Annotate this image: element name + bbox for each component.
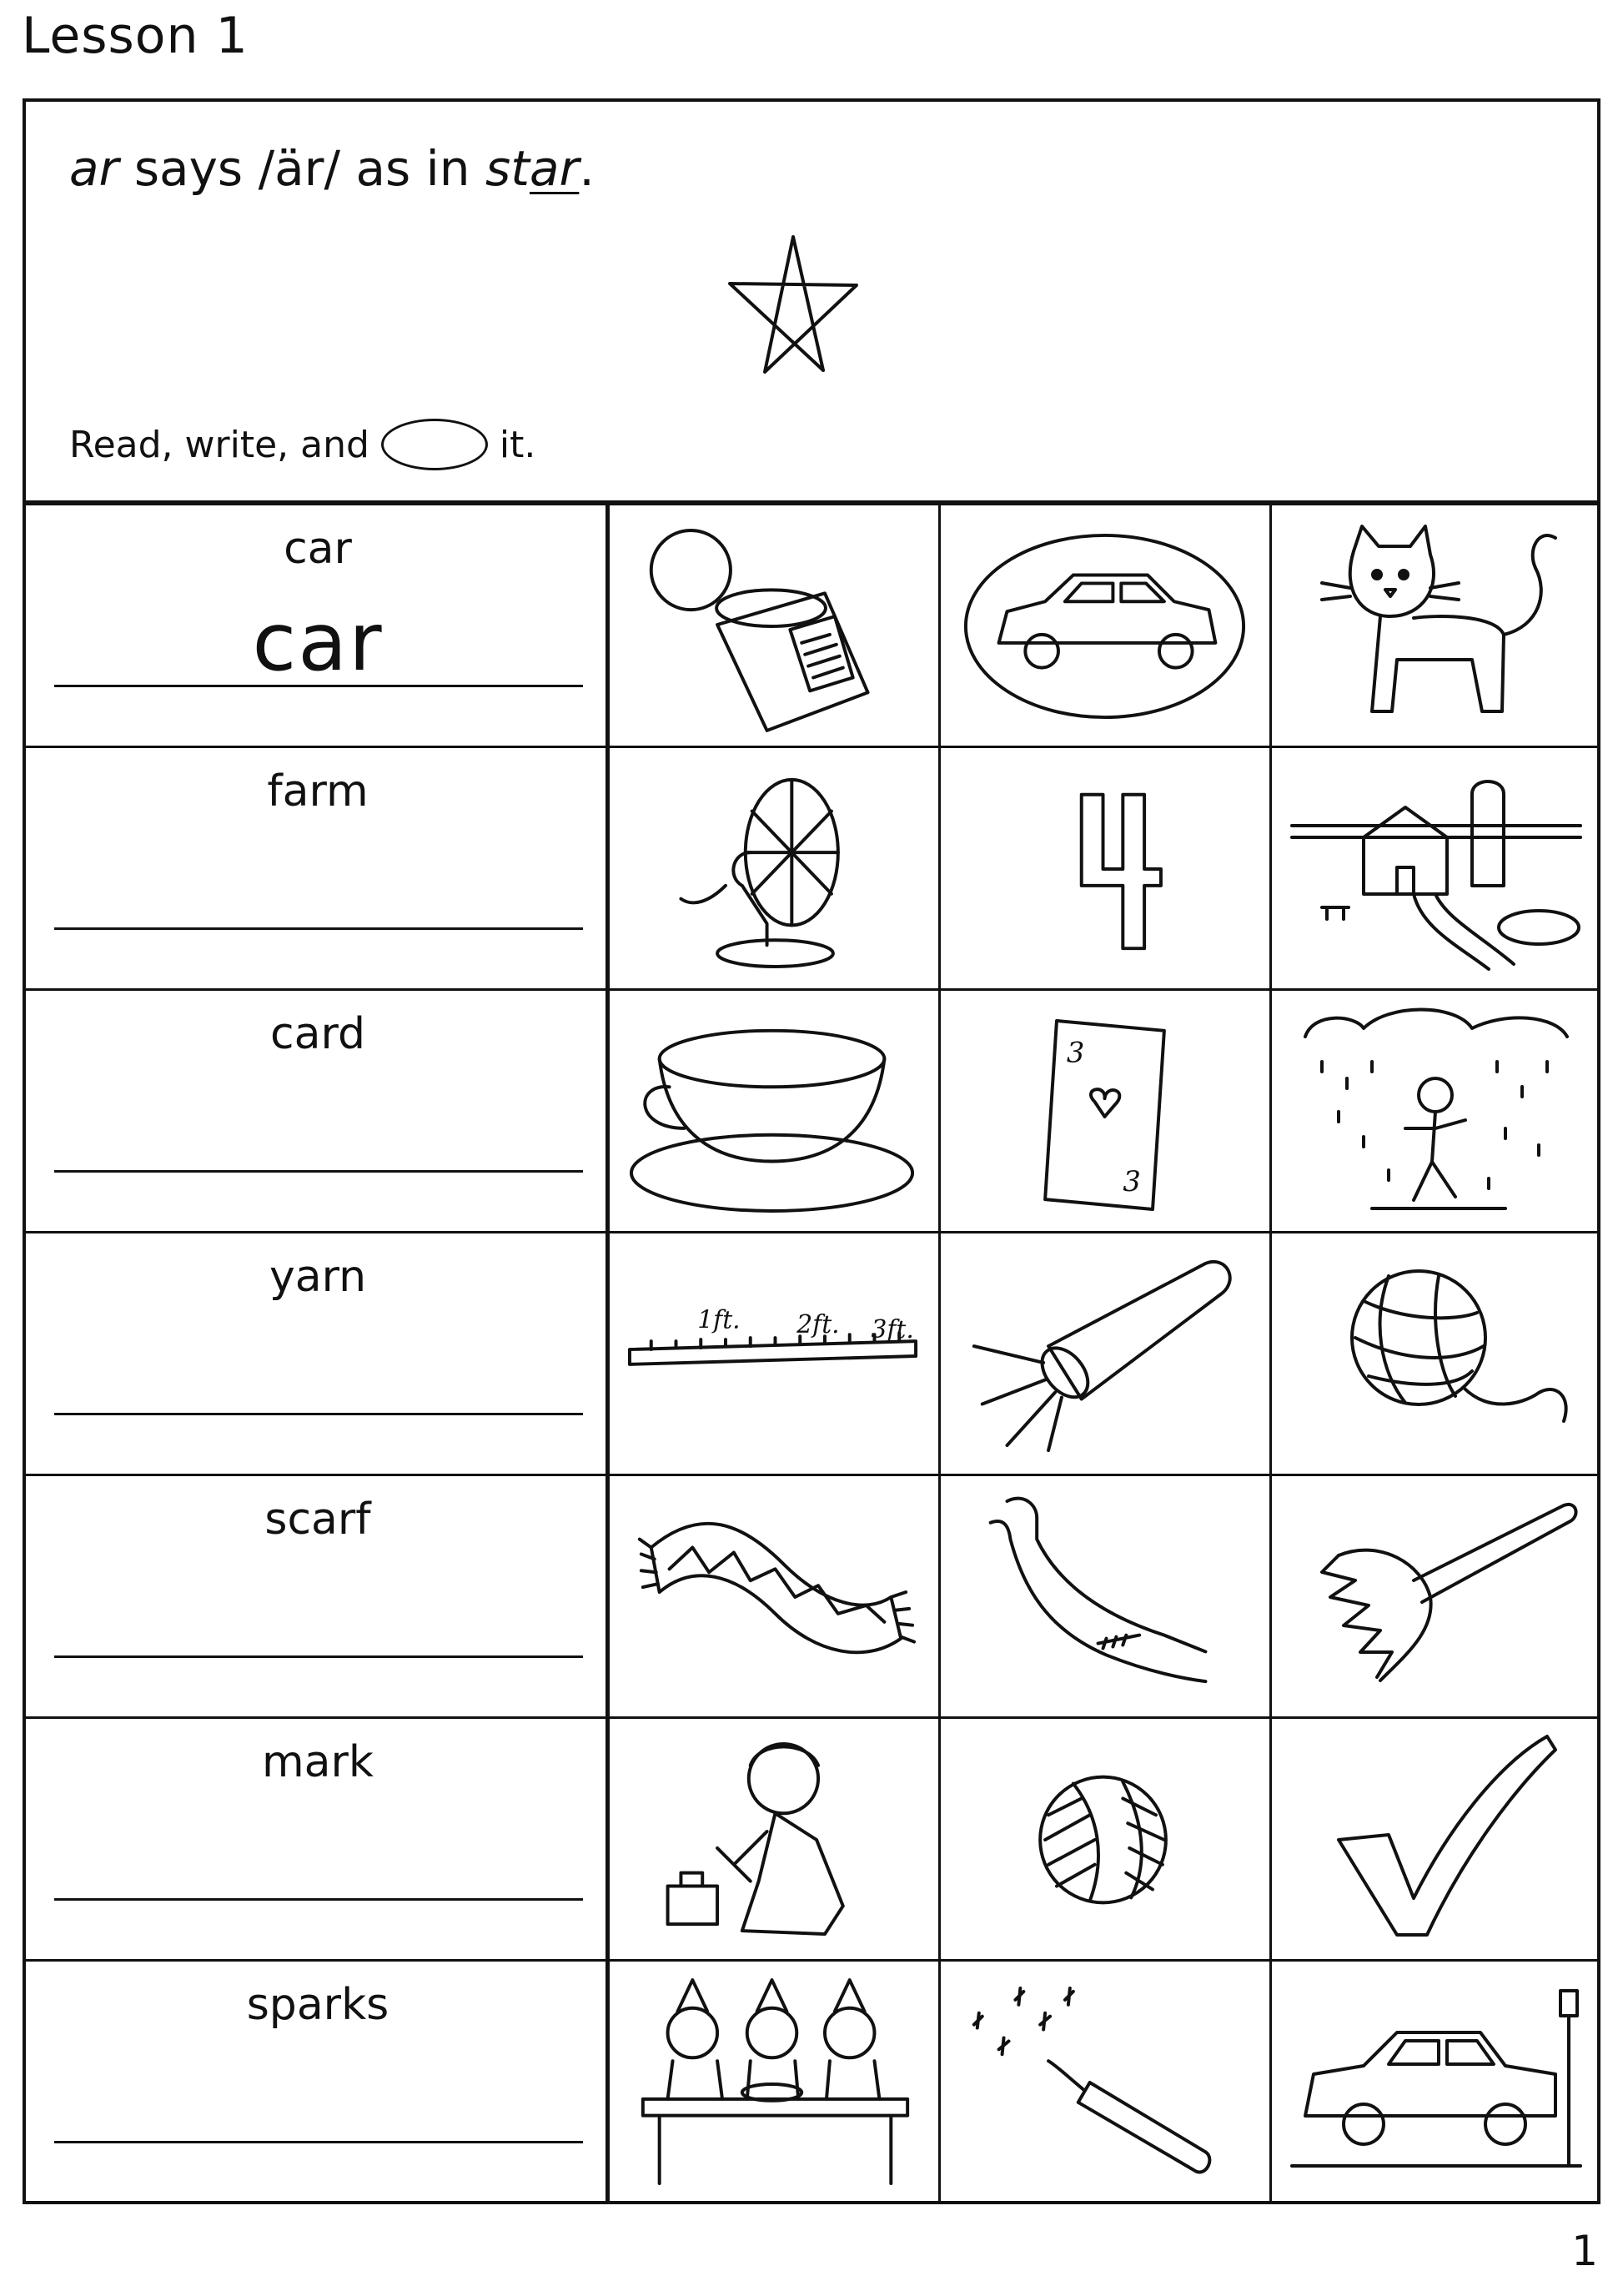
birthday-party-icon (626, 1974, 922, 2191)
written-word: car (252, 595, 384, 689)
instruction-text: Read, write, and (69, 423, 369, 466)
page-number: 1 (1571, 2227, 1598, 2275)
picture-choice[interactable] (1272, 991, 1600, 1231)
write-line[interactable] (54, 1413, 583, 1415)
row-sparks (26, 1962, 1597, 2204)
word-cell (26, 1233, 610, 1474)
ruler-label-3: 3ft. (871, 1315, 914, 1345)
cat-icon (1289, 518, 1584, 735)
ruler-icon (626, 1246, 922, 1463)
word-cell (26, 1962, 610, 2204)
word-label: sparks (246, 1980, 389, 2030)
word-cell (26, 991, 610, 1231)
write-line[interactable] (54, 1655, 583, 1658)
word-cell (26, 748, 610, 988)
picture-choice[interactable] (1272, 1962, 1600, 2204)
check-mark-icon (1289, 1731, 1584, 1948)
picture-choice[interactable] (1272, 1719, 1600, 1959)
picture-choice[interactable] (1272, 1476, 1600, 1716)
write-line[interactable] (54, 927, 583, 930)
word-label: mark (261, 1737, 374, 1787)
fan-icon (626, 761, 922, 977)
car-icon (957, 518, 1253, 735)
picture-choice[interactable] (610, 1233, 941, 1474)
rake-icon (1289, 1489, 1584, 1706)
yarn-ball-icon (1289, 1246, 1584, 1463)
picture-choice[interactable] (941, 991, 1272, 1231)
phonics-rule (69, 140, 595, 197)
worksheet (23, 98, 1600, 2204)
parked-car-icon (1289, 1974, 1584, 2191)
svg-text:3: 3 (1066, 1036, 1085, 1069)
child-hammering-icon (626, 1731, 922, 1948)
rule-end: . (579, 140, 595, 197)
instruction (69, 419, 535, 470)
word-label: scarf (264, 1495, 371, 1545)
picture-choice[interactable] (941, 1476, 1272, 1716)
picture-choice[interactable] (610, 748, 941, 988)
picture-choice[interactable] (1272, 505, 1600, 746)
picture-choice[interactable] (941, 748, 1272, 988)
word-cell (26, 505, 610, 746)
instruction-text-end: it. (499, 423, 536, 466)
write-line[interactable] (54, 1170, 583, 1173)
picture-choice[interactable] (941, 1719, 1272, 1959)
rain-storm-icon (1289, 1003, 1584, 1220)
picture-choice[interactable] (610, 1719, 941, 1959)
striped-ball-icon (957, 1731, 1253, 1948)
ruler-label-1: 1ft. (697, 1305, 741, 1335)
star-illustration (725, 232, 862, 375)
picture-choice[interactable] (610, 505, 941, 746)
oval-icon (381, 419, 488, 470)
scarf-icon (626, 1489, 922, 1706)
row-mark (26, 1719, 1597, 1962)
write-line[interactable] (54, 2141, 583, 2143)
phonics-rule-box (26, 102, 1597, 505)
rule-text: says /är/ as in (118, 140, 485, 197)
word-label: yarn (269, 1252, 367, 1302)
teacup-icon (626, 1003, 922, 1220)
picture-choice[interactable] (610, 1476, 941, 1716)
rule-example-underlined: ar (529, 140, 580, 197)
word-label: farm (267, 766, 369, 816)
word-label: car (284, 524, 352, 574)
picture-choice[interactable] (1272, 748, 1600, 988)
firecracker-icon (957, 1974, 1253, 2191)
row-car (26, 505, 1597, 748)
picture-choice[interactable] (941, 505, 1272, 746)
word-cell (26, 1719, 610, 1959)
write-line[interactable] (54, 1898, 583, 1901)
ruler-label-2: 2ft. (796, 1310, 840, 1340)
tin-can-icon (626, 518, 922, 735)
farm-icon (1289, 761, 1584, 977)
picture-choice[interactable] (941, 1962, 1272, 2204)
rule-letters: ar (69, 140, 119, 197)
write-line[interactable] (54, 685, 583, 687)
number-four-icon (957, 761, 1253, 977)
word-picture-grid (26, 505, 1597, 2203)
picture-choice[interactable] (610, 1962, 941, 2204)
arm-icon (957, 1489, 1253, 1706)
row-scarf (26, 1476, 1597, 1719)
picture-choice[interactable] (1272, 1233, 1600, 1474)
row-card (26, 991, 1597, 1233)
playing-card-icon (957, 1003, 1253, 1220)
rule-example-prefix: st (485, 140, 530, 197)
lesson-title: Lesson 1 (22, 7, 249, 65)
flashlight-icon (957, 1246, 1253, 1463)
row-yarn (26, 1233, 1597, 1476)
word-cell (26, 1476, 610, 1716)
row-farm (26, 748, 1597, 991)
svg-text:3: 3 (1123, 1165, 1141, 1198)
word-label: card (270, 1009, 365, 1059)
picture-choice[interactable] (610, 991, 941, 1231)
picture-choice[interactable] (941, 1233, 1272, 1474)
